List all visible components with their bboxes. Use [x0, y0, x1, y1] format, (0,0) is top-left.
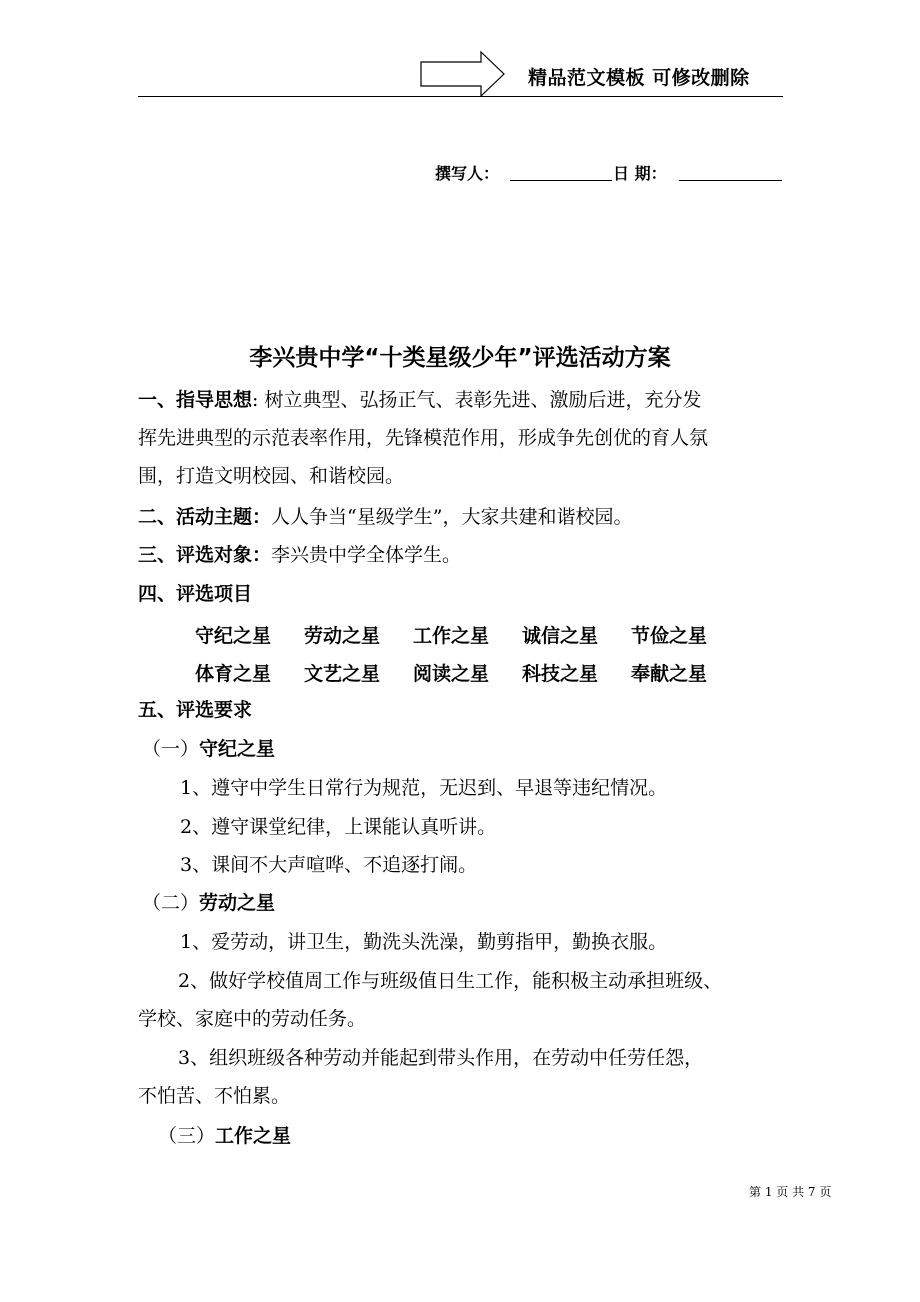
- star-category: 文艺之星: [304, 663, 381, 685]
- requirement-item: 3、课间不大声喧哗、不追逐打闹。: [180, 854, 478, 876]
- star-category: 奉献之星: [631, 663, 708, 685]
- requirement-item: 1、遵守中学生日常行为规范，无迟到、早退等违纪情况。: [180, 777, 668, 799]
- requirement-item-continued: 学校、家庭中的劳动任务。: [138, 1008, 367, 1030]
- paragraph-line: 围，打造文明校园、和谐校园。: [138, 465, 405, 487]
- section-target: [138, 536, 788, 574]
- star-category: 节俭之星: [631, 625, 708, 647]
- star-category: 劳动之星: [304, 625, 381, 647]
- section-label: 二、活动主题：: [138, 506, 272, 528]
- group-title: 劳动之星: [199, 892, 276, 914]
- paragraph-line: 挥先进典型的示范表率作用，先锋模范作用，形成争先创优的育人氛: [138, 427, 709, 449]
- star-category: 守纪之星: [195, 625, 272, 647]
- star-category: 体育之星: [195, 663, 272, 685]
- section-colon: :: [252, 389, 259, 411]
- star-category: 诚信之星: [522, 625, 599, 647]
- section-items-heading: 四、评选项目: [138, 583, 253, 605]
- section-text: 人人争当“星级学生”，大家共建和谐校园。: [271, 506, 633, 528]
- star-category: 科技之星: [522, 663, 599, 685]
- star-category: 阅读之星: [413, 663, 490, 685]
- requirement-item: 1、爱劳动，讲卫生，勤洗头洗澡，勤剪指甲，勤换衣服。: [180, 931, 668, 953]
- section-label: 三、评选对象：: [138, 544, 272, 566]
- requirement-item: 2、做好学校值周工作与班级值日生工作，能积极主动承担班级、: [178, 970, 723, 992]
- date-blank: [679, 180, 782, 181]
- section-guiding-thought: [138, 381, 788, 419]
- document-title: 李兴贵中学“十类星级少年”评选活动方案: [249, 345, 671, 371]
- section-label: 一、指导思想: [138, 389, 253, 411]
- group-heading-discipline: [142, 730, 792, 768]
- star-categories-row-1: [195, 621, 740, 648]
- group-number: （一）: [142, 738, 200, 760]
- page-footer: 第 1 页 共 7 页: [749, 1185, 832, 1199]
- group-title: 守纪之星: [199, 738, 276, 760]
- star-categories-row-2: [195, 659, 740, 686]
- header-banner: 精品范文模板 可修改删除: [528, 67, 750, 89]
- requirement-item: 3、组织班级各种劳动并能起到带头作用，在劳动中任劳任怨，: [178, 1047, 704, 1069]
- group-heading-work: [158, 1117, 808, 1155]
- author-label: 撰写人：: [435, 164, 500, 183]
- date-label: 日 期：: [613, 164, 667, 183]
- section-theme: [138, 498, 788, 536]
- star-category: 工作之星: [413, 625, 490, 647]
- section-text: 李兴贵中学全体学生。: [271, 544, 462, 566]
- group-number: （三）: [158, 1125, 216, 1147]
- group-heading-labor: [142, 884, 792, 922]
- group-number: （二）: [142, 892, 200, 914]
- section-requirements-heading: 五、评选要求: [138, 699, 253, 721]
- requirement-item: 2、遵守课堂纪律，上课能认真听讲。: [180, 816, 497, 838]
- group-title: 工作之星: [215, 1125, 292, 1147]
- arrow-icon: [420, 50, 506, 98]
- paragraph-line: 树立典型、弘扬正气、表彰先进、激励后进，充分发: [264, 389, 702, 411]
- author-blank: [510, 180, 612, 181]
- header-divider: [138, 96, 783, 97]
- requirement-item-continued: 不怕苦、不怕累。: [138, 1085, 291, 1107]
